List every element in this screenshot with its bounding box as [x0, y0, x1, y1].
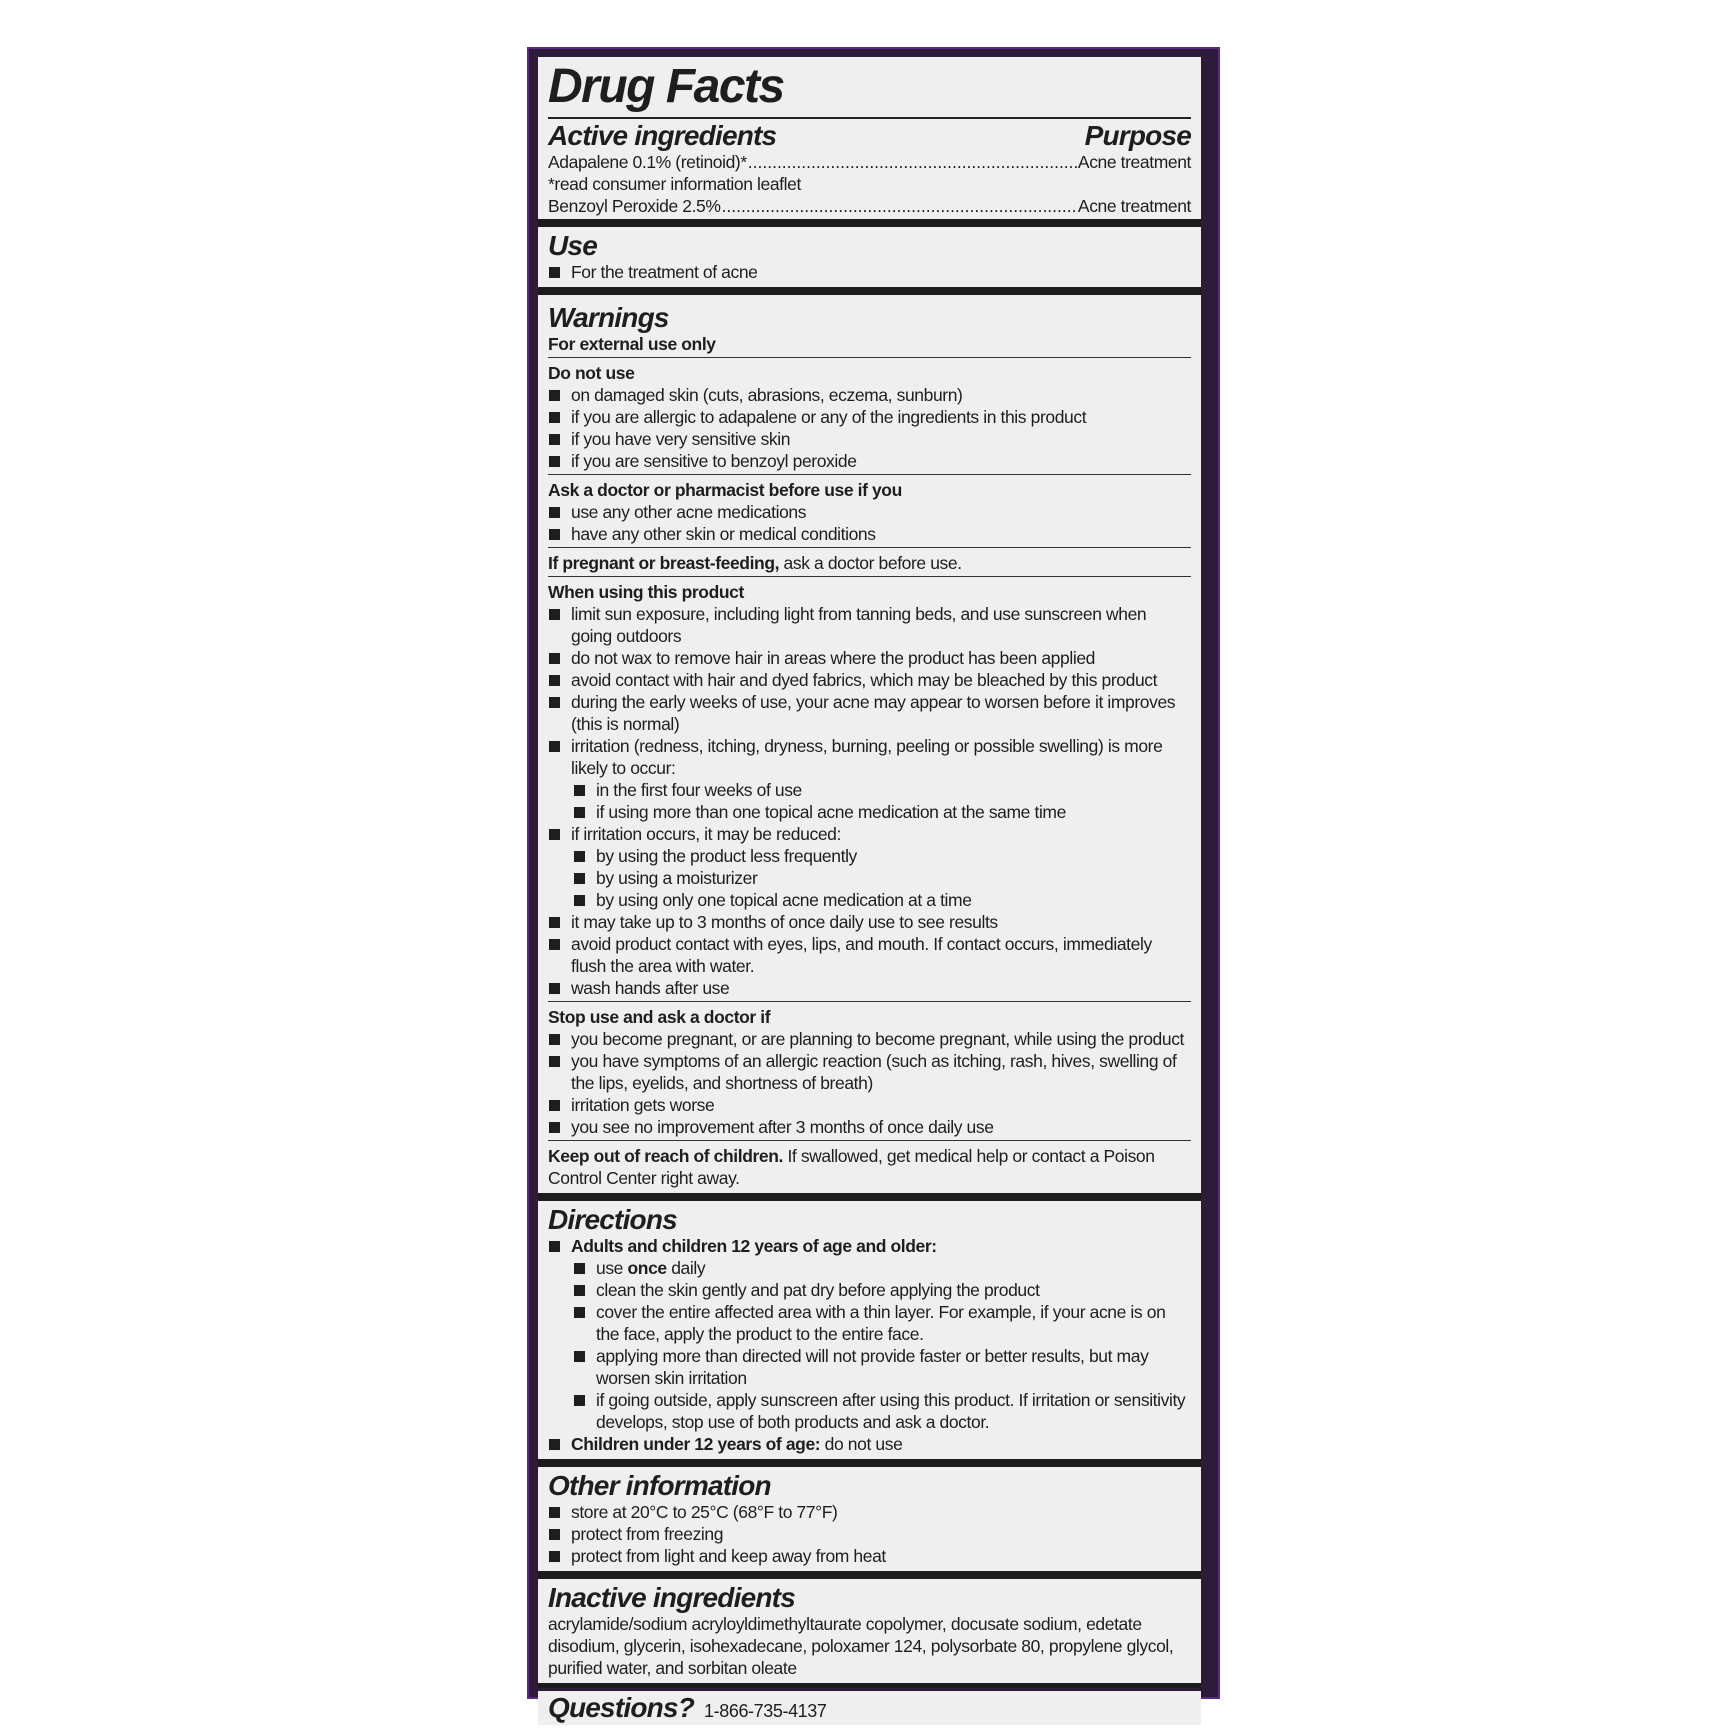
list-item: clean the skin gently and pat dry before applying the product	[573, 1279, 1191, 1301]
list-item: it may take up to 3 months of once daily use to see results	[548, 911, 1191, 933]
list-item: For the treatment of acne	[548, 261, 1191, 283]
divider	[548, 1140, 1191, 1141]
list-item: by using a moisturizer	[573, 867, 1191, 889]
list-item: if irritation occurs, it may be reduced:	[548, 823, 1191, 845]
divider	[548, 474, 1191, 475]
once-pre: use	[596, 1258, 628, 1278]
ingredient-note: *read consumer information leaflet	[548, 174, 801, 194]
list-item: avoid product contact with eyes, lips, and mouth. If contact occurs, immediately flush the area with water.	[548, 933, 1191, 977]
divider	[548, 1001, 1191, 1002]
list-item: by using the product less frequently	[573, 845, 1191, 867]
list-item: wash hands after use	[548, 977, 1191, 999]
active-ingredient-row	[548, 195, 1191, 217]
list-item: store at 20°C to 25°C (68°F to 77°F)	[548, 1501, 1191, 1523]
ingredient-purpose: Acne treatment	[1077, 152, 1191, 172]
list-item: if you have very sensitive skin	[548, 428, 1191, 450]
list-item: cover the entire affected area with a thin layer. For example, if your acne is on the face, apply the product to the entire face.	[573, 1301, 1191, 1345]
list-item: irritation (redness, itching, dryness, burning, peeling or possible swelling) is more likely to occur:	[548, 735, 1191, 779]
list-item: you see no improvement after 3 months of once daily use	[548, 1116, 1191, 1138]
stop-use-list	[548, 1028, 1191, 1138]
list-item: if you are sensitive to benzoyl peroxide	[548, 450, 1191, 472]
directions-box	[538, 1201, 1201, 1459]
list-item: during the early weeks of use, your acne may appear to worsen before it improves (this is normal)	[548, 691, 1191, 735]
children-warning	[548, 1145, 1191, 1189]
list-item: Adults and children 12 years of age and older:	[548, 1235, 1191, 1257]
pregnancy-bold: If pregnant or breast-feeding,	[548, 553, 780, 573]
drug-facts-panel	[538, 57, 1201, 1723]
list-item: have any other skin or medical conditions	[548, 523, 1191, 545]
use-list	[548, 261, 1191, 283]
external-use-text: For external use only	[548, 334, 716, 354]
questions-row	[548, 1693, 1191, 1723]
questions-phone: 1-866-735-4137	[704, 1701, 827, 1721]
use-box	[538, 227, 1201, 287]
active-ingredient-row	[548, 151, 1191, 173]
warnings-heading: Warnings	[548, 302, 669, 333]
inactive-ingredients-box	[538, 1579, 1201, 1683]
directions-heading: Directions	[548, 1204, 677, 1235]
list-item: if you are allergic to adapalene or any of the ingredients in this product	[548, 406, 1191, 428]
list-item: on damaged skin (cuts, abrasions, eczema, sunburn)	[548, 384, 1191, 406]
do-not-use-list	[548, 384, 1191, 472]
active-ingredients-heading: Active ingredients	[548, 120, 777, 151]
children-text: If swallowed, get medical help or contact a Poison Control Center right away.	[548, 1146, 1155, 1188]
drug-facts-label	[527, 47, 1220, 1723]
list-item: you become pregnant, or are planning to become pregnant, while using the product	[548, 1028, 1191, 1050]
once-bold: once	[627, 1258, 667, 1278]
when-using-heading: When using this product	[548, 582, 744, 602]
list-item: in the first four weeks of use	[573, 779, 1191, 801]
list-item: if going outside, apply sunscreen after using this product. If irritation or sensitivity develops, stop use of both products and ask a doctor.	[573, 1389, 1191, 1433]
inactive-ingredients-heading: Inactive ingredients	[548, 1582, 795, 1613]
irritation-sublist	[573, 779, 1191, 823]
drug-facts-title: Drug Facts	[548, 60, 784, 113]
divider	[548, 547, 1191, 548]
pregnancy-text: ask a doctor before use.	[779, 553, 962, 573]
purpose-heading: Purpose	[1084, 120, 1191, 151]
once-post: daily	[666, 1258, 706, 1278]
leader-dots	[722, 195, 1077, 217]
list-item: if using more than one topical acne medication at the same time	[573, 801, 1191, 823]
directions-children-list	[548, 1433, 1191, 1455]
list-item: irritation gets worse	[548, 1094, 1191, 1116]
children-bold: Keep out of reach of children.	[548, 1146, 783, 1166]
active-ingredients-box	[538, 57, 1201, 219]
list-item	[573, 1257, 1191, 1279]
list-item	[548, 1433, 1191, 1455]
when-using-list-end	[548, 911, 1191, 999]
list-item: by using only one topical acne medication at a time	[573, 889, 1191, 911]
list-item: limit sun exposure, including light from tanning beds, and use sunscreen when going outdoors	[548, 603, 1191, 647]
questions-heading: Questions?	[548, 1692, 695, 1723]
list-item: avoid contact with hair and dyed fabrics, which may be bleached by this product	[548, 669, 1191, 691]
directions-list	[548, 1235, 1191, 1257]
children-under-12-text: do not use	[820, 1434, 903, 1454]
stop-use-heading: Stop use and ask a doctor if	[548, 1007, 771, 1027]
ingredient-name: Adapalene 0.1% (retinoid)*	[548, 152, 747, 172]
list-item: you have symptoms of an allergic reaction (such as itching, rash, hives, swelling of the lips, eyelids, and shortness of breath)	[548, 1050, 1191, 1094]
divider	[548, 117, 1191, 119]
leader-dots	[748, 151, 1077, 173]
pregnancy-warning	[548, 552, 1191, 574]
inactive-ingredients-text: acrylamide/sodium acryloyldimethyltaurate copolymer, docusate sodium, edetate disodium, glycerin, isohexadecane, poloxamer 124, polysorbate 80, propylene glycol, purified water, and sorbitan oleate	[548, 1614, 1174, 1678]
divider	[548, 357, 1191, 358]
ask-doctor-list	[548, 501, 1191, 545]
questions-box	[538, 1691, 1201, 1725]
list-item: do not wax to remove hair in areas where the product has been applied	[548, 647, 1191, 669]
divider	[548, 576, 1191, 577]
list-item: applying more than directed will not provide faster or better results, but may worsen skin irritation	[573, 1345, 1191, 1389]
when-using-list-cont	[548, 823, 1191, 845]
list-item: protect from light and keep away from heat	[548, 1545, 1191, 1567]
do-not-use-heading: Do not use	[548, 363, 635, 383]
adults-sublist	[573, 1257, 1191, 1433]
warnings-box	[538, 295, 1201, 1193]
ingredient-purpose: Acne treatment	[1077, 196, 1191, 216]
active-header-row	[548, 121, 1191, 151]
ingredient-name: Benzoyl Peroxide 2.5%	[548, 196, 721, 216]
use-heading: Use	[548, 230, 597, 261]
reduced-sublist	[573, 845, 1191, 911]
other-information-box	[538, 1467, 1201, 1571]
ask-doctor-heading: Ask a doctor or pharmacist before use if you	[548, 480, 902, 500]
other-information-heading: Other information	[548, 1470, 771, 1501]
other-information-list	[548, 1501, 1191, 1567]
list-item: use any other acne medications	[548, 501, 1191, 523]
children-under-12-bold: Children under 12 years of age:	[571, 1434, 821, 1454]
when-using-list	[548, 603, 1191, 779]
list-item: protect from freezing	[548, 1523, 1191, 1545]
